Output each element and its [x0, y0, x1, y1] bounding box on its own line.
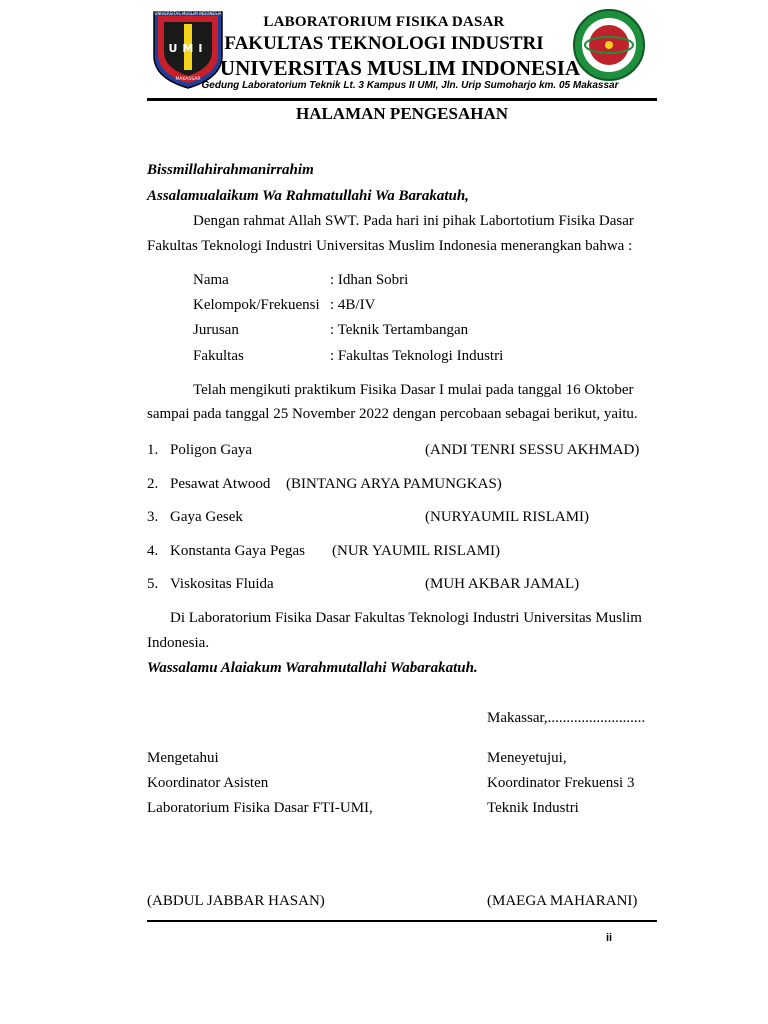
period-line-1: Telah mengikuti praktikum Fisika Dasar I mulai pada tanggal 16 Oktober: [193, 382, 634, 398]
address: Gedung Laboratorium Teknik Lt. 3 Kampus II UMI, Jln. Urip Sumoharjo km. 05 Makassar: [201, 80, 619, 91]
experiment-assistant: (ANDI TENRI SESSU AKHMAD): [425, 442, 640, 458]
experiment-name: Gaya Gesek: [170, 509, 243, 525]
left-sign-line: Koordinator Asisten: [147, 775, 269, 791]
closing-line-2: Indonesia.: [147, 635, 210, 651]
identity-label: Kelompok/Frekuensi: [193, 297, 320, 313]
experiment-number: 3.: [147, 509, 159, 525]
university-name: UNIVERSITAS MUSLIM INDONESIA: [219, 56, 581, 80]
experiment-name: Poligon Gaya: [170, 442, 253, 458]
greeting-bismillah: Bissmillahirahmanirrahim: [147, 162, 314, 178]
intro-line-2: Fakultas Teknologi Industri Universitas Muslim Indonesia menerangkan bahwa :: [147, 238, 633, 254]
right-signatory-name: (MAEGA MAHARANI): [487, 893, 638, 909]
closing-line-1: Di Laboratorium Fisika Dasar Fakultas Teknologi Industri Universitas Muslim: [170, 610, 642, 626]
identity-label: Nama: [193, 272, 229, 288]
page-number: ii: [606, 932, 613, 944]
experiment-name: Konstanta Gaya Pegas: [170, 543, 305, 559]
experiment-assistant: (NURYAUMIL RISLAMI): [425, 509, 590, 525]
right-sign-line: Teknik Industri: [487, 800, 579, 816]
header-divider: [147, 98, 657, 101]
identity-label: Fakultas: [193, 348, 244, 364]
identity-value: : 4B/IV: [330, 297, 376, 313]
experiment-name: Pesawat Atwood: [170, 476, 271, 492]
wassalam: Wassalamu Alaiakum Warahmutallahi Wabarakatuh.: [147, 660, 478, 676]
right-sign-line: Meneyetujui,: [487, 750, 567, 766]
period-line-2: sampai pada tanggal 25 November 2022 dengan percobaan sebagai berikut, yaitu.: [147, 406, 638, 422]
identity-value: : Teknik Tertambangan: [330, 322, 469, 338]
experiment-assistant: (NUR YAUMIL RISLAMI): [332, 543, 501, 559]
footer-divider: [147, 920, 657, 922]
intro-line-1: Dengan rahmat Allah SWT. Pada hari ini pihak Labortotium Fisika Dasar: [193, 213, 634, 229]
right-sign-line: Koordinator Frekuensi 3: [487, 775, 635, 791]
experiment-number: 2.: [147, 476, 159, 492]
experiment-number: 1.: [147, 442, 159, 458]
left-signatory-name: (ABDUL JABBAR HASAN): [147, 893, 325, 909]
experiment-number: 5.: [147, 576, 159, 592]
svg-text:MAKASSAR: MAKASSAR: [175, 77, 201, 82]
page-title: HALAMAN PENGESAHAN: [295, 104, 509, 123]
left-sign-line: Laboratorium Fisika Dasar FTI-UMI,: [147, 800, 373, 816]
experiment-assistant: (BINTANG ARYA PAMUNGKAS): [286, 476, 502, 492]
experiment-assistant: (MUH AKBAR JAMAL): [425, 576, 580, 592]
place-date: Makassar,..........................: [487, 710, 646, 726]
experiment-name: Viskositas Fluida: [170, 576, 274, 592]
greeting-salam: Assalamualaikum Wa Rahmatullahi Wa Barakatuh,: [147, 188, 469, 204]
identity-value: : Idhan Sobri: [330, 272, 409, 288]
faculty-name: FAKULTAS TEKNOLOGI INDUSTRI: [224, 33, 544, 54]
left-sign-line: Mengetahui: [147, 750, 219, 766]
lab-name: LABORATORIUM FISIKA DASAR: [263, 14, 505, 30]
svg-text:UMI: UMI: [168, 42, 208, 55]
identity-label: Jurusan: [193, 322, 239, 338]
experiment-number: 4.: [147, 543, 159, 559]
identity-value: : Fakultas Teknologi Industri: [330, 348, 504, 364]
svg-text:UNIVERSITAS MUSLIM INDONESIA: UNIVERSITAS MUSLIM INDONESIA: [154, 11, 222, 16]
